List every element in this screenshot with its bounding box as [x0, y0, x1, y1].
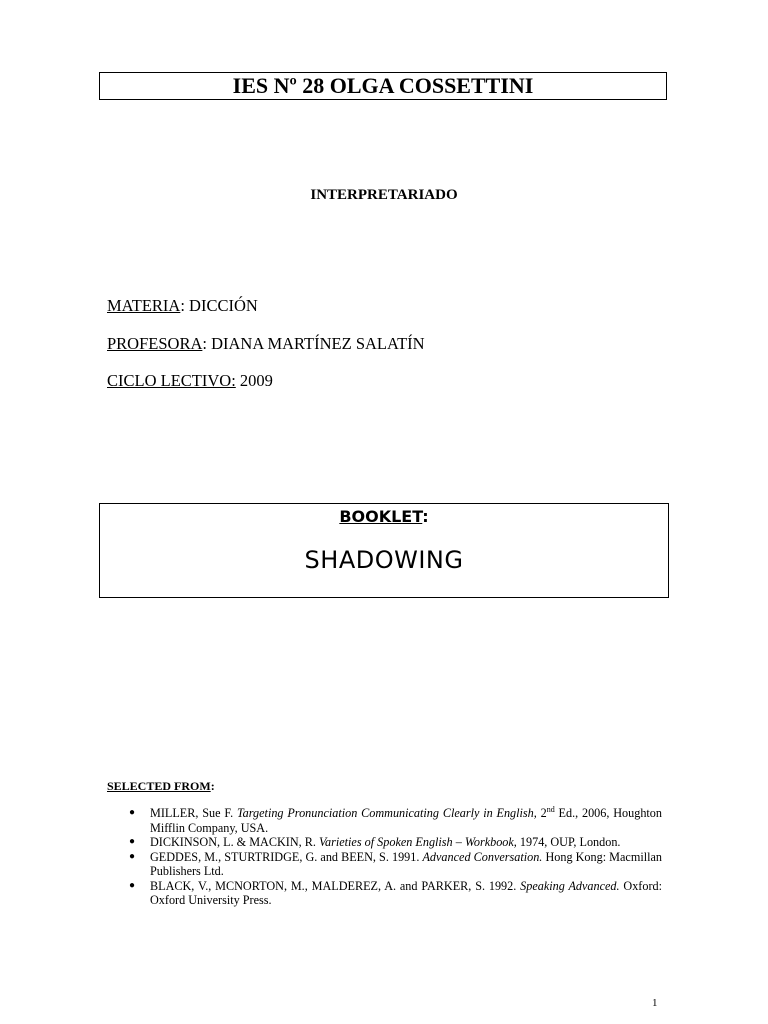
reference-author: BLACK, V., MCNORTON, M., MALDEREZ, A. and PARKER, S. 1992. — [150, 878, 521, 893]
selected-from-colon: : — [210, 779, 215, 793]
reference-author: GEDDES, M., STURTRIDGE, G. and BEEN, S. 1991. — [150, 849, 423, 864]
list-item — [127, 879, 662, 908]
reference-publisher: Hong Kong: Macmillan Publishers Ltd. — [150, 849, 662, 878]
profesora-line — [107, 334, 425, 354]
page-number: 1 — [652, 997, 658, 1009]
ciclo-value: 2009 — [235, 371, 273, 390]
bullet-icon: ● — [129, 879, 136, 891]
reference-publisher: Oxford: Oxford University Press. — [150, 878, 662, 907]
reference-publisher: Ed., 2006, Houghton Mifflin Company, USA. — [150, 806, 662, 835]
bullet-icon: ● — [129, 836, 136, 847]
bullet-icon: ● — [129, 850, 136, 862]
program-name: INTERPRETARIADO — [310, 187, 458, 203]
booklet-box — [99, 503, 669, 598]
reference-publisher: 1974, OUP, London. — [516, 835, 621, 849]
list-item — [127, 806, 662, 835]
booklet-title: SHADOWING — [304, 546, 464, 574]
profesora-label: PROFESORA — [107, 334, 203, 353]
reference-title: Speaking Advanced. — [520, 878, 620, 893]
reference-title: Varieties of Spoken English – Workbook, — [318, 835, 517, 849]
materia-line — [107, 296, 258, 316]
institution-title: IES Nº 28 OLGA COSSETTINI — [99, 72, 667, 100]
reference-list — [127, 806, 662, 908]
ciclo-line — [107, 371, 273, 391]
materia-label: MATERIA — [107, 296, 181, 315]
materia-value: : DICCIÓN — [180, 296, 258, 315]
profesora-value: : DIANA MARTÍNEZ SALATÍN — [202, 334, 425, 353]
reference-title: Advanced Conversation. — [422, 849, 543, 864]
bullet-icon: ● — [129, 807, 136, 818]
booklet-label — [100, 507, 668, 527]
reference-title: Targeting Pronunciation Communicating Clearly in English, — [237, 806, 537, 820]
selected-from-text: SELECTED FROM — [107, 779, 211, 793]
list-item — [127, 850, 662, 879]
reference-author: DICKINSON, L. & MACKIN, R. — [150, 835, 319, 849]
reference-edition: 2 — [536, 806, 547, 820]
booklet-label-colon: : — [422, 507, 429, 526]
reference-edition-suffix: nd — [546, 804, 555, 814]
ciclo-label: CICLO LECTIVO: — [107, 371, 236, 390]
reference-author: MILLER, Sue F. — [150, 806, 238, 820]
booklet-label-text: BOOKLET — [339, 507, 423, 526]
list-item — [127, 835, 662, 850]
selected-from-label — [107, 779, 215, 793]
